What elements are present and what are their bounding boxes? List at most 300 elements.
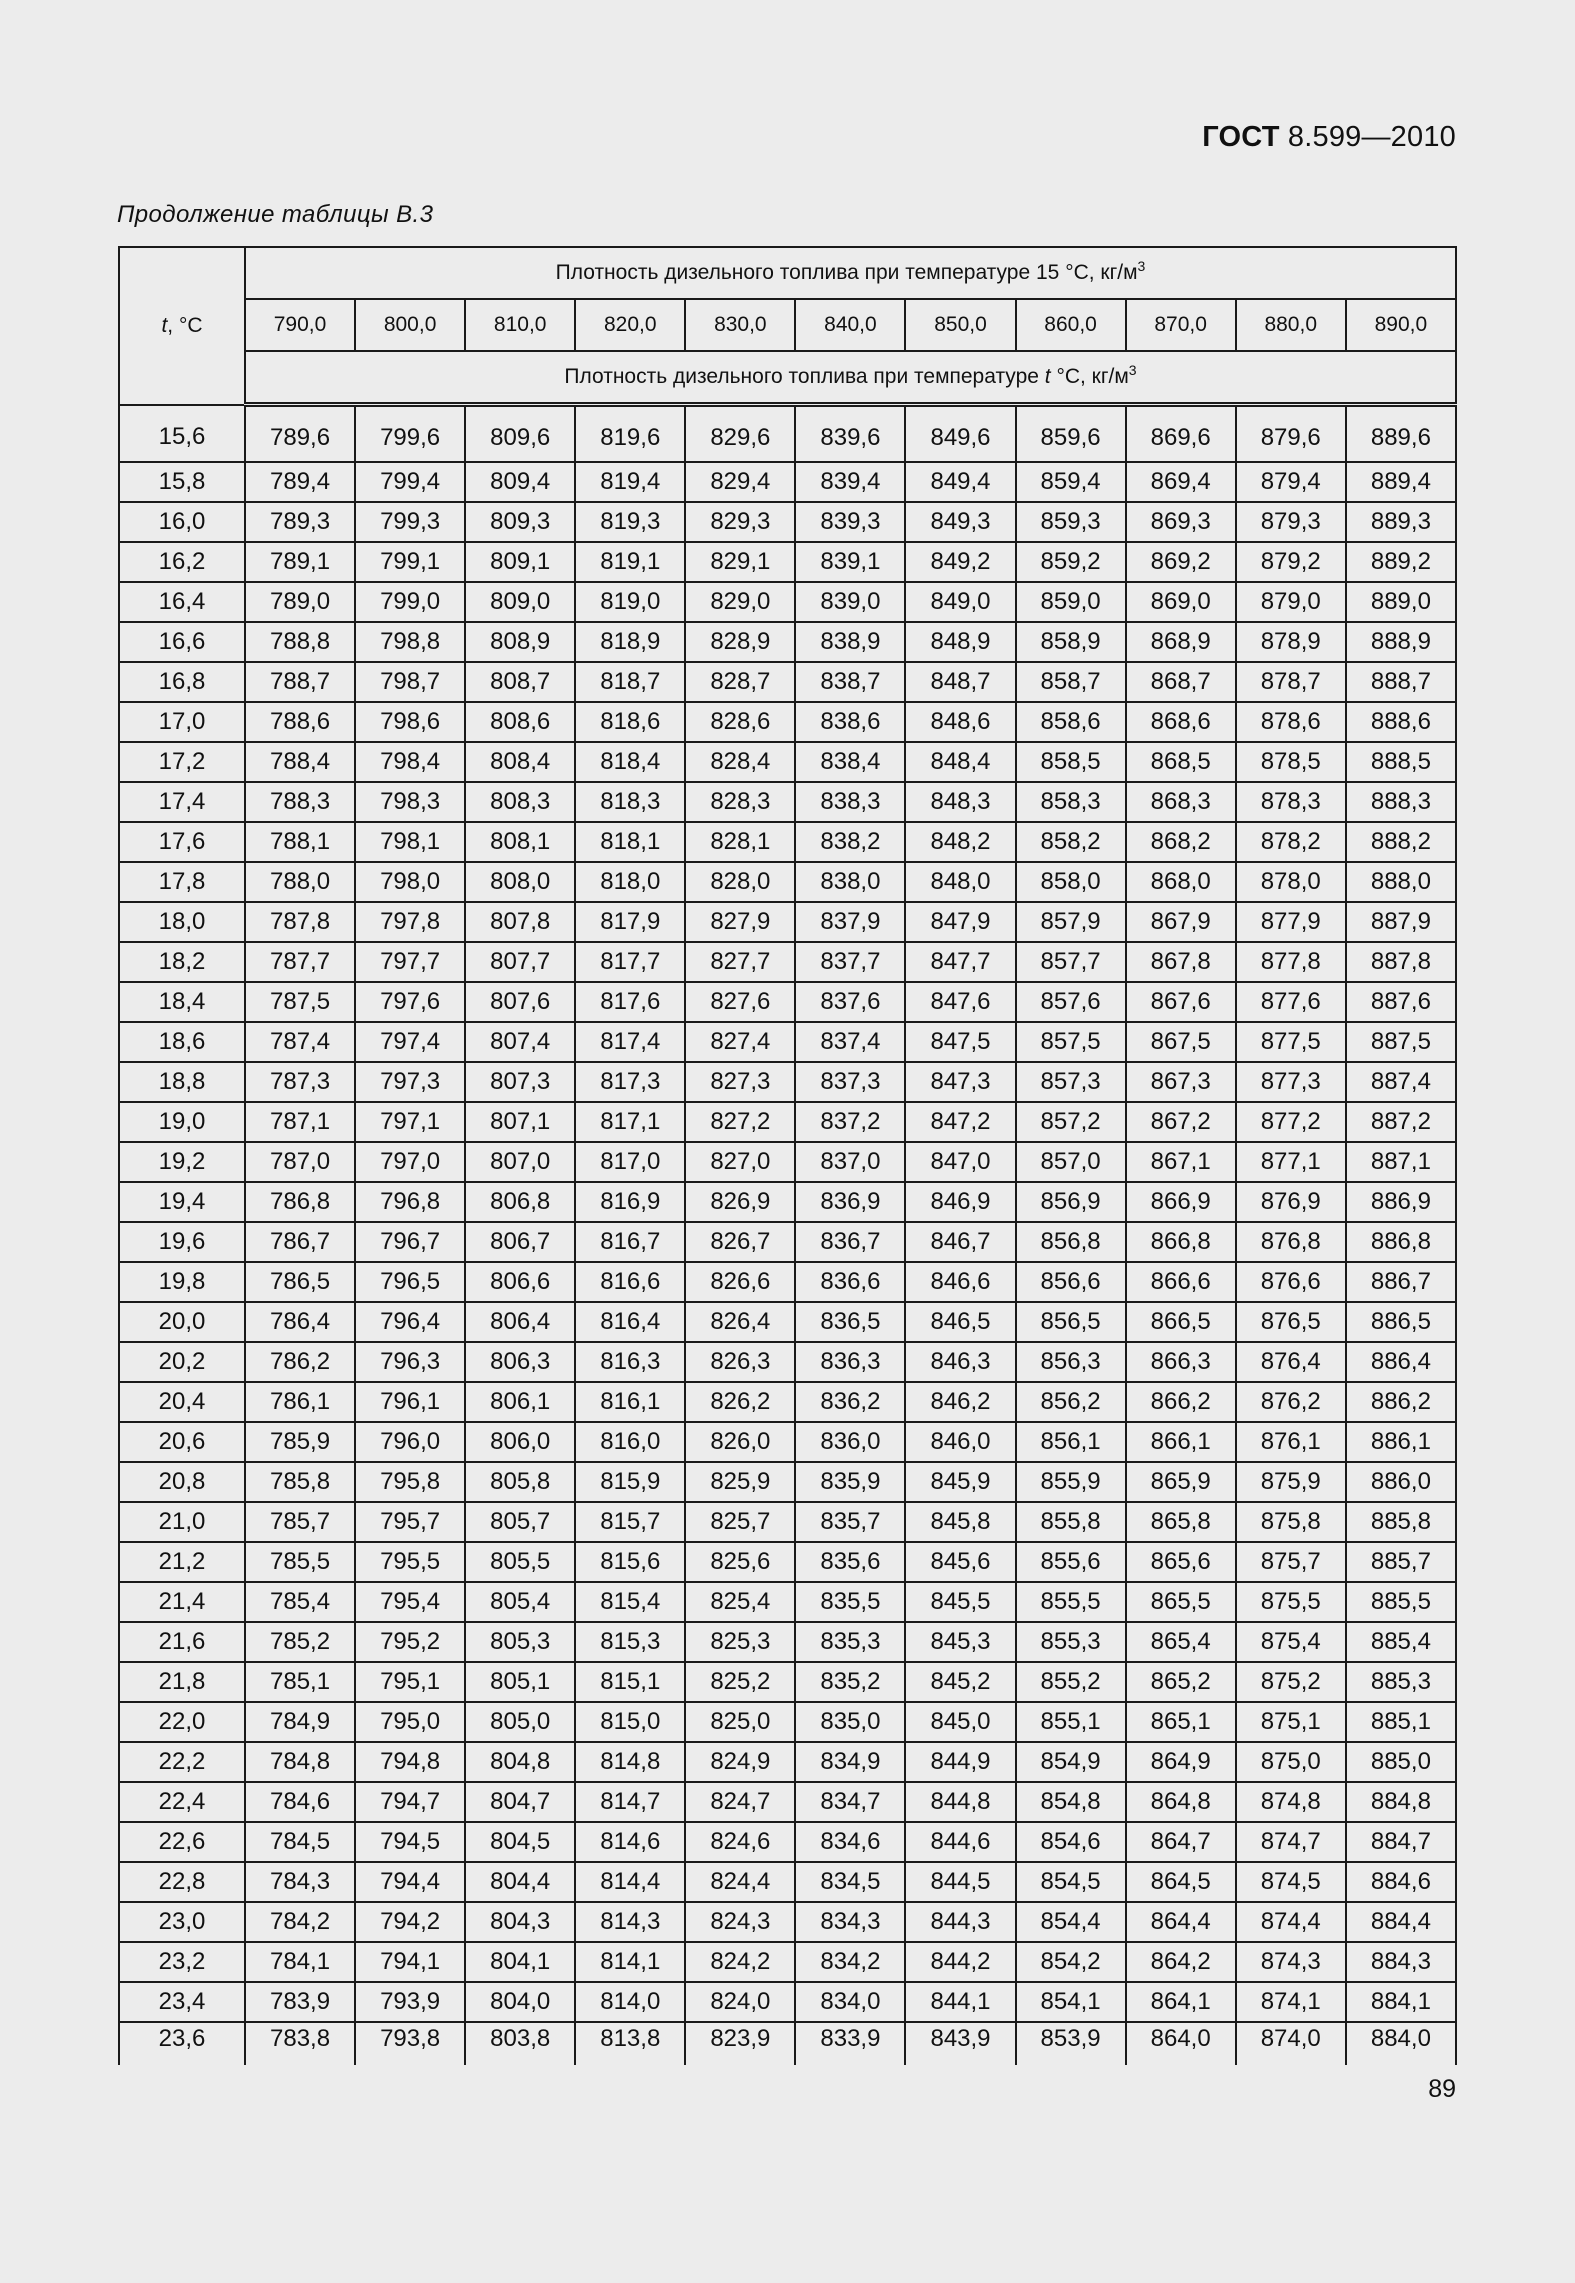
temperature-cell: 21,0 bbox=[119, 1502, 245, 1542]
density-cell: 835,5 bbox=[795, 1582, 905, 1622]
density-cell: 838,4 bbox=[795, 742, 905, 782]
density-cell: 885,4 bbox=[1346, 1622, 1456, 1662]
density-cell: 856,2 bbox=[1016, 1382, 1126, 1422]
density-cell: 877,3 bbox=[1236, 1062, 1346, 1102]
temperature-cell: 17,4 bbox=[119, 782, 245, 822]
density-cell: 874,1 bbox=[1236, 1982, 1346, 2022]
density-cell: 857,5 bbox=[1016, 1022, 1126, 1062]
density-cell: 848,2 bbox=[905, 822, 1015, 862]
density-cell: 794,5 bbox=[355, 1822, 465, 1862]
table-row bbox=[119, 1582, 1456, 1622]
density-cell: 788,6 bbox=[245, 702, 355, 742]
density-cell: 859,6 bbox=[1016, 405, 1126, 463]
density-cell: 848,6 bbox=[905, 702, 1015, 742]
density-cell: 806,7 bbox=[465, 1222, 575, 1262]
density-cell: 795,2 bbox=[355, 1622, 465, 1662]
density-cell: 814,3 bbox=[575, 1902, 685, 1942]
density-cell: 825,3 bbox=[685, 1622, 795, 1662]
density-cell: 874,3 bbox=[1236, 1942, 1346, 1982]
density-cell: 807,8 bbox=[465, 902, 575, 942]
density-cell: 886,1 bbox=[1346, 1422, 1456, 1462]
density-cell: 814,1 bbox=[575, 1942, 685, 1982]
density-cell: 849,2 bbox=[905, 542, 1015, 582]
density-cell: 866,5 bbox=[1126, 1302, 1236, 1342]
temperature-cell: 16,8 bbox=[119, 662, 245, 702]
density-cell: 836,3 bbox=[795, 1342, 905, 1382]
density-cell: 783,8 bbox=[245, 2022, 355, 2065]
table-row bbox=[119, 502, 1456, 542]
density-cell: 875,5 bbox=[1236, 1582, 1346, 1622]
density-cell: 884,3 bbox=[1346, 1942, 1456, 1982]
density-cell: 875,1 bbox=[1236, 1702, 1346, 1742]
table-row bbox=[119, 2022, 1456, 2065]
density-cell: 794,4 bbox=[355, 1862, 465, 1902]
density-cell: 804,3 bbox=[465, 1902, 575, 1942]
density-cell: 859,2 bbox=[1016, 542, 1126, 582]
density-cell: 859,0 bbox=[1016, 582, 1126, 622]
density-cell: 816,6 bbox=[575, 1262, 685, 1302]
density-cell: 888,3 bbox=[1346, 782, 1456, 822]
temperature-cell: 17,0 bbox=[119, 702, 245, 742]
table-row bbox=[119, 1622, 1456, 1662]
table-row bbox=[119, 862, 1456, 902]
density-cell: 817,6 bbox=[575, 982, 685, 1022]
density-cell: 877,6 bbox=[1236, 982, 1346, 1022]
density-cell: 866,1 bbox=[1126, 1422, 1236, 1462]
density-cell: 865,5 bbox=[1126, 1582, 1236, 1622]
density-cell: 824,6 bbox=[685, 1822, 795, 1862]
density-cell: 824,4 bbox=[685, 1862, 795, 1902]
table-row bbox=[119, 702, 1456, 742]
density-cell: 867,6 bbox=[1126, 982, 1236, 1022]
density-cell: 869,6 bbox=[1126, 405, 1236, 463]
density-cell: 813,8 bbox=[575, 2022, 685, 2065]
header-row-top bbox=[119, 247, 1456, 299]
density-cell: 858,0 bbox=[1016, 862, 1126, 902]
density-cell: 877,1 bbox=[1236, 1142, 1346, 1182]
density-cell: 804,8 bbox=[465, 1742, 575, 1782]
temperature-cell: 21,4 bbox=[119, 1582, 245, 1622]
density-cell: 814,0 bbox=[575, 1982, 685, 2022]
density-cell: 829,4 bbox=[685, 462, 795, 502]
temperature-cell: 23,0 bbox=[119, 1902, 245, 1942]
density-cell: 867,2 bbox=[1126, 1102, 1236, 1142]
density-cell: 838,7 bbox=[795, 662, 905, 702]
density-cell: 824,2 bbox=[685, 1942, 795, 1982]
density-cell: 884,7 bbox=[1346, 1822, 1456, 1862]
table-row bbox=[119, 1902, 1456, 1942]
density-cell: 846,3 bbox=[905, 1342, 1015, 1382]
density-cell: 798,1 bbox=[355, 822, 465, 862]
density-cell: 856,3 bbox=[1016, 1342, 1126, 1382]
density-cell: 884,1 bbox=[1346, 1982, 1456, 2022]
density-cell: 814,4 bbox=[575, 1862, 685, 1902]
density-cell: 844,9 bbox=[905, 1742, 1015, 1782]
density-cell: 886,2 bbox=[1346, 1382, 1456, 1422]
density-cell: 805,1 bbox=[465, 1662, 575, 1702]
density-cell: 823,9 bbox=[685, 2022, 795, 2065]
density-cell: 825,2 bbox=[685, 1662, 795, 1702]
density-cell: 828,4 bbox=[685, 742, 795, 782]
table-row bbox=[119, 405, 1456, 463]
density-cell: 837,4 bbox=[795, 1022, 905, 1062]
density-cell: 784,6 bbox=[245, 1782, 355, 1822]
density-cell: 805,8 bbox=[465, 1462, 575, 1502]
density-columns-row bbox=[119, 299, 1456, 351]
density-cell: 829,3 bbox=[685, 502, 795, 542]
density-column-header: 800,0 bbox=[355, 299, 465, 351]
density-cell: 826,4 bbox=[685, 1302, 795, 1342]
density-cell: 803,8 bbox=[465, 2022, 575, 2065]
density-cell: 887,2 bbox=[1346, 1102, 1456, 1142]
density-cell: 876,4 bbox=[1236, 1342, 1346, 1382]
density-cell: 806,6 bbox=[465, 1262, 575, 1302]
density-cell: 886,9 bbox=[1346, 1182, 1456, 1222]
density-cell: 825,7 bbox=[685, 1502, 795, 1542]
table-row bbox=[119, 542, 1456, 582]
density-column-header: 870,0 bbox=[1126, 299, 1236, 351]
density-cell: 875,0 bbox=[1236, 1742, 1346, 1782]
density-cell: 879,6 bbox=[1236, 405, 1346, 463]
density-cell: 827,0 bbox=[685, 1142, 795, 1182]
density-cell: 846,2 bbox=[905, 1382, 1015, 1422]
density-cell: 797,4 bbox=[355, 1022, 465, 1062]
density-cell: 864,8 bbox=[1126, 1782, 1236, 1822]
density-cell: 855,8 bbox=[1016, 1502, 1126, 1542]
density-cell: 798,0 bbox=[355, 862, 465, 902]
density-cell: 854,4 bbox=[1016, 1902, 1126, 1942]
density-cell: 815,1 bbox=[575, 1662, 685, 1702]
table-row bbox=[119, 1262, 1456, 1302]
density-cell: 786,5 bbox=[245, 1262, 355, 1302]
density-cell: 874,5 bbox=[1236, 1862, 1346, 1902]
temperature-cell: 23,4 bbox=[119, 1982, 245, 2022]
density-cell: 794,1 bbox=[355, 1942, 465, 1982]
density-cell: 807,4 bbox=[465, 1022, 575, 1062]
density-cell: 878,9 bbox=[1236, 622, 1346, 662]
density-cell: 795,8 bbox=[355, 1462, 465, 1502]
density-cell: 867,9 bbox=[1126, 902, 1236, 942]
density-cell: 848,7 bbox=[905, 662, 1015, 702]
density-cell: 828,6 bbox=[685, 702, 795, 742]
density-cell: 799,3 bbox=[355, 502, 465, 542]
density-cell: 824,0 bbox=[685, 1982, 795, 2022]
density-cell: 888,7 bbox=[1346, 662, 1456, 702]
density-cell: 865,8 bbox=[1126, 1502, 1236, 1542]
density-cell: 804,1 bbox=[465, 1942, 575, 1982]
density-cell: 784,5 bbox=[245, 1822, 355, 1862]
density-cell: 837,2 bbox=[795, 1102, 905, 1142]
density-cell: 835,9 bbox=[795, 1462, 905, 1502]
density-cell: 838,9 bbox=[795, 622, 905, 662]
density-cell: 796,1 bbox=[355, 1382, 465, 1422]
density-cell: 854,1 bbox=[1016, 1982, 1126, 2022]
density-cell: 786,8 bbox=[245, 1182, 355, 1222]
density-cell: 806,1 bbox=[465, 1382, 575, 1422]
density-cell: 834,7 bbox=[795, 1782, 905, 1822]
table-row bbox=[119, 1502, 1456, 1542]
density-cell: 799,1 bbox=[355, 542, 465, 582]
bottom-header-title: Плотность дизельного топлива при температуре t °С, $кг/м^3$ bbox=[245, 351, 1456, 405]
density-cell: 818,1 bbox=[575, 822, 685, 862]
density-cell: 854,2 bbox=[1016, 1942, 1126, 1982]
density-cell: 858,7 bbox=[1016, 662, 1126, 702]
density-cell: 828,1 bbox=[685, 822, 795, 862]
density-column-header: 830,0 bbox=[685, 299, 795, 351]
density-cell: 849,6 bbox=[905, 405, 1015, 463]
density-cell: 888,5 bbox=[1346, 742, 1456, 782]
density-cell: 845,8 bbox=[905, 1502, 1015, 1542]
density-cell: 793,8 bbox=[355, 2022, 465, 2065]
density-cell: 865,2 bbox=[1126, 1662, 1236, 1702]
temperature-cell: 21,2 bbox=[119, 1542, 245, 1582]
density-cell: 875,2 bbox=[1236, 1662, 1346, 1702]
density-cell: 828,0 bbox=[685, 862, 795, 902]
table-row bbox=[119, 1742, 1456, 1782]
density-cell: 864,0 bbox=[1126, 2022, 1236, 2065]
density-cell: 837,6 bbox=[795, 982, 905, 1022]
density-cell: 886,4 bbox=[1346, 1342, 1456, 1382]
density-cell: 809,3 bbox=[465, 502, 575, 542]
density-cell: 856,1 bbox=[1016, 1422, 1126, 1462]
table-row bbox=[119, 1982, 1456, 2022]
temperature-cell: 21,8 bbox=[119, 1662, 245, 1702]
density-cell: 846,6 bbox=[905, 1262, 1015, 1302]
density-cell: 837,9 bbox=[795, 902, 905, 942]
density-cell: 844,1 bbox=[905, 1982, 1015, 2022]
density-cell: 785,4 bbox=[245, 1582, 355, 1622]
density-cell: 796,3 bbox=[355, 1342, 465, 1382]
temperature-cell: 18,2 bbox=[119, 942, 245, 982]
density-cell: 827,4 bbox=[685, 1022, 795, 1062]
density-cell: 865,1 bbox=[1126, 1702, 1236, 1742]
density-cell: 806,3 bbox=[465, 1342, 575, 1382]
density-cell: 847,9 bbox=[905, 902, 1015, 942]
density-column-header: 810,0 bbox=[465, 299, 575, 351]
density-column-header: 850,0 bbox=[905, 299, 1015, 351]
density-cell: 808,7 bbox=[465, 662, 575, 702]
density-cell: 864,5 bbox=[1126, 1862, 1236, 1902]
density-cell: 816,4 bbox=[575, 1302, 685, 1342]
standard-label: ГОСТ bbox=[1202, 121, 1280, 153]
density-cell: 816,7 bbox=[575, 1222, 685, 1262]
density-cell: 814,6 bbox=[575, 1822, 685, 1862]
density-cell: 784,9 bbox=[245, 1702, 355, 1742]
density-cell: 794,8 bbox=[355, 1742, 465, 1782]
document-header bbox=[1202, 121, 1456, 154]
density-cell: 834,2 bbox=[795, 1942, 905, 1982]
density-cell: 836,6 bbox=[795, 1262, 905, 1302]
density-cell: 877,9 bbox=[1236, 902, 1346, 942]
density-cell: 796,4 bbox=[355, 1302, 465, 1342]
density-cell: 858,2 bbox=[1016, 822, 1126, 862]
density-cell: 827,3 bbox=[685, 1062, 795, 1102]
density-cell: 829,6 bbox=[685, 405, 795, 463]
temperature-cell: 22,2 bbox=[119, 1742, 245, 1782]
density-cell: 827,2 bbox=[685, 1102, 795, 1142]
density-cell: 785,9 bbox=[245, 1422, 355, 1462]
density-cell: 804,4 bbox=[465, 1862, 575, 1902]
density-cell: 806,8 bbox=[465, 1182, 575, 1222]
density-cell: 879,3 bbox=[1236, 502, 1346, 542]
density-cell: 844,3 bbox=[905, 1902, 1015, 1942]
density-cell: 797,6 bbox=[355, 982, 465, 1022]
table-row bbox=[119, 462, 1456, 502]
density-cell: 844,8 bbox=[905, 1782, 1015, 1822]
density-cell: 885,8 bbox=[1346, 1502, 1456, 1542]
table-row bbox=[119, 1102, 1456, 1142]
temperature-cell: 19,2 bbox=[119, 1142, 245, 1182]
density-cell: 789,4 bbox=[245, 462, 355, 502]
density-cell: 866,6 bbox=[1126, 1262, 1236, 1302]
density-cell: 829,1 bbox=[685, 542, 795, 582]
table-row bbox=[119, 1022, 1456, 1062]
density-cell: 887,1 bbox=[1346, 1142, 1456, 1182]
temperature-cell: 17,6 bbox=[119, 822, 245, 862]
density-cell: 879,4 bbox=[1236, 462, 1346, 502]
density-cell: 885,7 bbox=[1346, 1542, 1456, 1582]
density-cell: 885,5 bbox=[1346, 1582, 1456, 1622]
density-cell: 878,5 bbox=[1236, 742, 1346, 782]
temperature-cell: 20,8 bbox=[119, 1462, 245, 1502]
density-cell: 868,6 bbox=[1126, 702, 1236, 742]
density-cell: 887,9 bbox=[1346, 902, 1456, 942]
density-cell: 788,1 bbox=[245, 822, 355, 862]
density-cell: 826,0 bbox=[685, 1422, 795, 1462]
density-cell: 824,3 bbox=[685, 1902, 795, 1942]
table-row bbox=[119, 902, 1456, 942]
temperature-cell: 19,6 bbox=[119, 1222, 245, 1262]
density-cell: 858,3 bbox=[1016, 782, 1126, 822]
table-row bbox=[119, 1702, 1456, 1742]
page-number: 89 bbox=[1428, 2075, 1456, 2103]
density-cell: 808,9 bbox=[465, 622, 575, 662]
table-row bbox=[119, 1142, 1456, 1182]
density-cell: 857,3 bbox=[1016, 1062, 1126, 1102]
table-row bbox=[119, 1862, 1456, 1902]
density-cell: 797,3 bbox=[355, 1062, 465, 1102]
density-cell: 878,7 bbox=[1236, 662, 1346, 702]
density-cell: 786,2 bbox=[245, 1342, 355, 1382]
density-cell: 835,7 bbox=[795, 1502, 905, 1542]
density-cell: 796,7 bbox=[355, 1222, 465, 1262]
density-cell: 815,0 bbox=[575, 1702, 685, 1742]
density-cell: 798,3 bbox=[355, 782, 465, 822]
density-cell: 846,7 bbox=[905, 1222, 1015, 1262]
density-cell: 856,9 bbox=[1016, 1182, 1126, 1222]
density-cell: 874,0 bbox=[1236, 2022, 1346, 2065]
density-cell: 857,0 bbox=[1016, 1142, 1126, 1182]
density-cell: 818,9 bbox=[575, 622, 685, 662]
density-cell: 836,7 bbox=[795, 1222, 905, 1262]
density-cell: 864,1 bbox=[1126, 1982, 1236, 2022]
density-cell: 834,5 bbox=[795, 1862, 905, 1902]
density-cell: 784,2 bbox=[245, 1902, 355, 1942]
temperature-cell: 22,6 bbox=[119, 1822, 245, 1862]
density-cell: 887,4 bbox=[1346, 1062, 1456, 1102]
density-cell: 875,8 bbox=[1236, 1502, 1346, 1542]
temperature-cell: 16,0 bbox=[119, 502, 245, 542]
table-row bbox=[119, 1662, 1456, 1702]
density-cell: 865,4 bbox=[1126, 1622, 1236, 1662]
density-cell: 856,6 bbox=[1016, 1262, 1126, 1302]
density-cell: 844,5 bbox=[905, 1862, 1015, 1902]
density-cell: 814,8 bbox=[575, 1742, 685, 1782]
table-row bbox=[119, 1382, 1456, 1422]
density-cell: 789,0 bbox=[245, 582, 355, 622]
density-cell: 785,2 bbox=[245, 1622, 355, 1662]
density-cell: 799,6 bbox=[355, 405, 465, 463]
density-cell: 783,9 bbox=[245, 1982, 355, 2022]
temperature-cell: 17,2 bbox=[119, 742, 245, 782]
density-cell: 879,2 bbox=[1236, 542, 1346, 582]
density-cell: 784,8 bbox=[245, 1742, 355, 1782]
density-cell: 868,2 bbox=[1126, 822, 1236, 862]
density-cell: 817,4 bbox=[575, 1022, 685, 1062]
density-cell: 794,2 bbox=[355, 1902, 465, 1942]
temperature-cell: 19,8 bbox=[119, 1262, 245, 1302]
density-cell: 886,8 bbox=[1346, 1222, 1456, 1262]
density-cell: 839,1 bbox=[795, 542, 905, 582]
density-cell: 835,3 bbox=[795, 1622, 905, 1662]
density-cell: 828,7 bbox=[685, 662, 795, 702]
density-cell: 825,4 bbox=[685, 1582, 795, 1622]
density-cell: 788,3 bbox=[245, 782, 355, 822]
density-cell: 836,5 bbox=[795, 1302, 905, 1342]
density-cell: 857,7 bbox=[1016, 942, 1126, 982]
density-cell: 808,3 bbox=[465, 782, 575, 822]
density-cell: 826,2 bbox=[685, 1382, 795, 1422]
density-cell: 816,0 bbox=[575, 1422, 685, 1462]
density-cell: 849,3 bbox=[905, 502, 1015, 542]
density-cell: 814,7 bbox=[575, 1782, 685, 1822]
density-cell: 847,5 bbox=[905, 1022, 1015, 1062]
density-cell: 884,0 bbox=[1346, 2022, 1456, 2065]
table-row bbox=[119, 1462, 1456, 1502]
density-cell: 809,1 bbox=[465, 542, 575, 582]
density-cell: 875,4 bbox=[1236, 1622, 1346, 1662]
density-cell: 829,0 bbox=[685, 582, 795, 622]
density-cell: 844,6 bbox=[905, 1822, 1015, 1862]
density-cell: 886,7 bbox=[1346, 1262, 1456, 1302]
density-cell: 797,7 bbox=[355, 942, 465, 982]
density-cell: 878,0 bbox=[1236, 862, 1346, 902]
density-cell: 876,6 bbox=[1236, 1262, 1346, 1302]
density-cell: 876,1 bbox=[1236, 1422, 1346, 1462]
density-cell: 807,1 bbox=[465, 1102, 575, 1142]
density-cell: 787,3 bbox=[245, 1062, 355, 1102]
table-row bbox=[119, 1222, 1456, 1262]
density-cell: 876,9 bbox=[1236, 1182, 1346, 1222]
density-cell: 838,3 bbox=[795, 782, 905, 822]
table-row bbox=[119, 1342, 1456, 1382]
density-cell: 786,1 bbox=[245, 1382, 355, 1422]
density-column-header: 880,0 bbox=[1236, 299, 1346, 351]
density-cell: 866,8 bbox=[1126, 1222, 1236, 1262]
density-cell: 839,0 bbox=[795, 582, 905, 622]
density-cell: 798,7 bbox=[355, 662, 465, 702]
density-cell: 855,6 bbox=[1016, 1542, 1126, 1582]
density-cell: 884,4 bbox=[1346, 1902, 1456, 1942]
density-cell: 857,6 bbox=[1016, 982, 1126, 1022]
density-cell: 808,4 bbox=[465, 742, 575, 782]
density-cell: 808,0 bbox=[465, 862, 575, 902]
density-cell: 837,7 bbox=[795, 942, 905, 982]
density-cell: 806,0 bbox=[465, 1422, 575, 1462]
density-cell: 845,2 bbox=[905, 1662, 1015, 1702]
density-cell: 798,8 bbox=[355, 622, 465, 662]
density-cell: 798,6 bbox=[355, 702, 465, 742]
